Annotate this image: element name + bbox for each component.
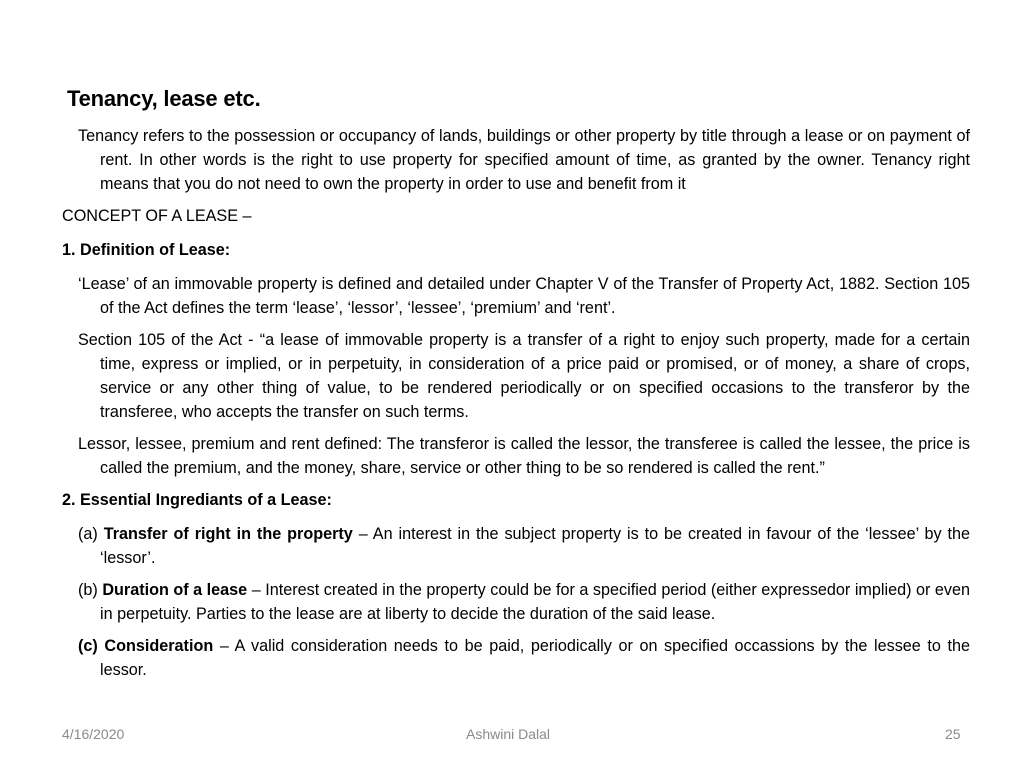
slide-body — [62, 124, 970, 690]
footer-page-number: 25 — [945, 726, 961, 742]
footer-date: 4/16/2020 — [62, 726, 125, 742]
item-c-prefix: (c) — [78, 637, 105, 655]
lessor-definition-paragraph: Lessor, lessee, premium and rent defined: The transferor is called the lessor, the transferee is called the lessee, the price is called the premium, and the money, share, service or other thing to be so rendered is called the rent.” — [78, 435, 970, 477]
item-b-prefix: (b) — [78, 581, 103, 599]
footer-author: Ashwini Dalal — [466, 726, 551, 742]
lease-definition-paragraph: ‘Lease’ of an immovable property is defined and detailed under Chapter V of the Transfer of Property Act, 1882. Section 105 of the Act defines the term ‘lease’, ‘lessor’, ‘lessee’, ‘premium’ and ‘rent’. — [78, 275, 970, 317]
item-a-prefix: (a) — [78, 525, 104, 543]
tenancy-paragraph: Tenancy refers to the possession or occupancy of lands, buildings or other property by title through a lease or on payment of rent. In other words is the right to use property for specified amount of time, as granted by the owner. Tenancy right means that you do not need to own the property in order to use and benefit from it — [78, 127, 970, 193]
item-c — [62, 634, 970, 682]
item-a-text: – An interest in the subject property is to be created in favour of the ‘lessee’ by the ‘lessor’. — [100, 525, 971, 567]
section-2-heading: 2. Essential Ingrediants of a Lease: — [62, 491, 332, 509]
item-c-term: Consideration — [104, 637, 214, 655]
item-b-text: – Interest created in the property could be for a specified period (either expressedor implied) or even in perpetuity. Parties to the lease are at liberty to decide the duration of the said lease. — [100, 581, 971, 623]
section-105-paragraph: Section 105 of the Act - “a lease of immovable property is a transfer of a right to enjoy such property, made for a certain time, express or implied, or in perpetuity, in consideration of a price paid or promised, or of money, a share of crops, service or any other thing of value, to be rendered periodically or on specified occasions to the transferor by the transferee, who accepts the transfer on such terms. — [78, 331, 970, 421]
item-a — [62, 522, 970, 570]
item-c-text: – A valid consideration needs to be paid, periodically or on specified occassions by the lessee to the lessor. — [100, 637, 971, 679]
section-1-heading: 1. Definition of Lease: — [62, 241, 231, 259]
concept-heading: CONCEPT OF A LEASE – — [62, 207, 252, 225]
item-b — [62, 578, 970, 626]
item-a-term: Transfer of right in the property — [103, 525, 353, 543]
slide-title: Tenancy, lease etc. — [67, 86, 261, 111]
item-b-term: Duration of a lease — [102, 581, 248, 599]
